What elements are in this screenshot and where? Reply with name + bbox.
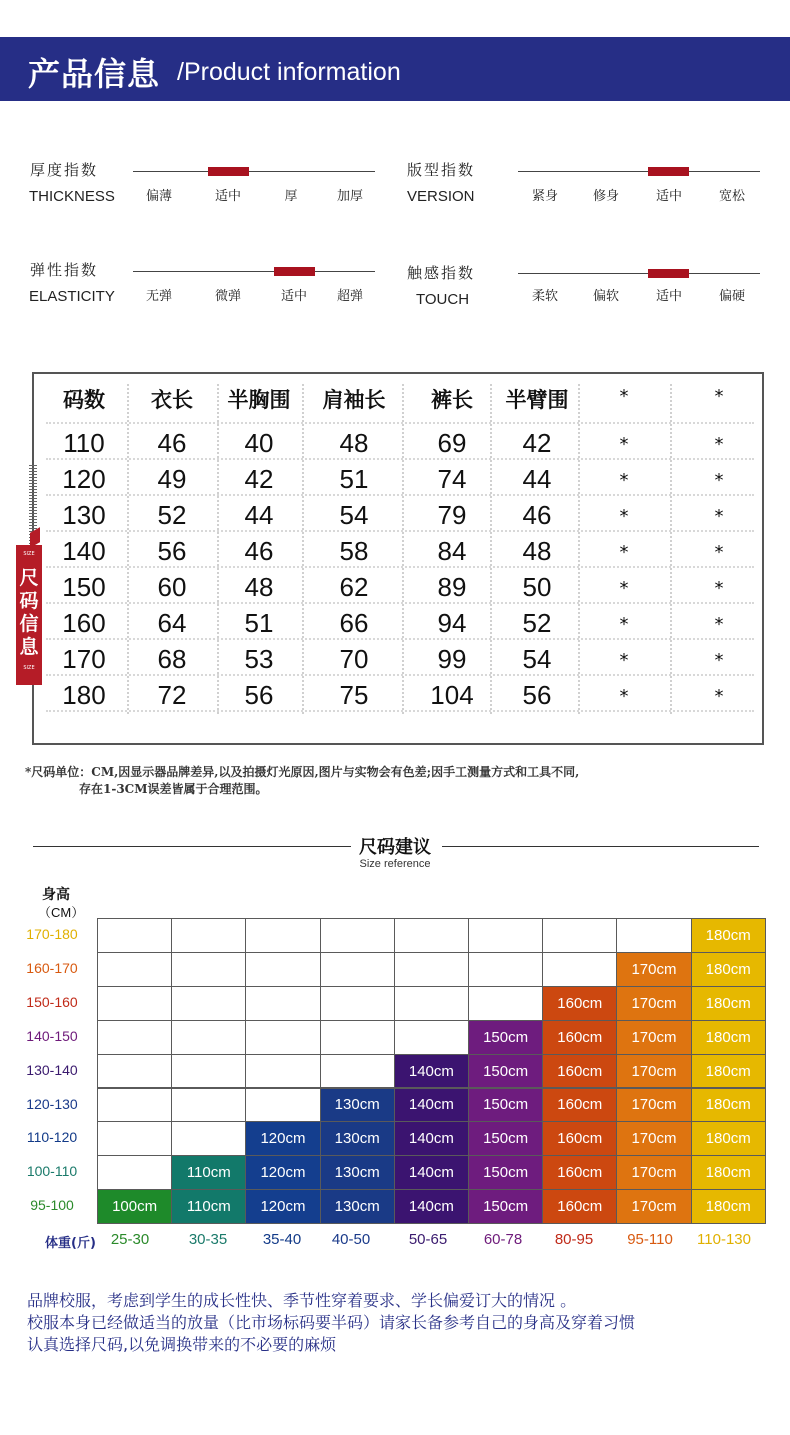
size-cell: 130cm [320, 1088, 395, 1123]
size-cell: 130cm [320, 1155, 395, 1190]
table-cell: * [619, 650, 629, 671]
metric-option: 无弹 [145, 289, 173, 304]
empty-cell [245, 1054, 320, 1089]
empty-cell [394, 1020, 469, 1055]
size-reference-title: 尺码建议 [359, 837, 431, 858]
weight-label: 50-65 [408, 1231, 448, 1248]
size-cell: 150cm [468, 1054, 543, 1089]
table-cell: 51 [244, 608, 274, 638]
metric-selected-marker [274, 267, 315, 276]
size-cell: 100cm [97, 1189, 172, 1224]
size-reference-subtitle: Size reference [359, 858, 431, 870]
weight-label: 110-130 [697, 1231, 751, 1248]
table-cell: 66 [339, 608, 369, 638]
empty-cell [468, 952, 543, 987]
table-cell: 68 [157, 644, 187, 674]
metric-label-en: ELASTICITY [29, 288, 115, 305]
metric-scale-line [133, 271, 375, 272]
column-separator [302, 384, 304, 714]
size-cell: 180cm [691, 1189, 766, 1224]
table-cell: 46 [522, 500, 552, 530]
empty-cell [97, 1020, 172, 1055]
table-cell: 64 [157, 608, 187, 638]
empty-cell [468, 986, 543, 1021]
table-cell: * [714, 506, 724, 527]
size-cell: 110cm [171, 1189, 246, 1224]
row-separator [46, 674, 754, 676]
metric-option: 偏软 [592, 289, 620, 304]
empty-cell [171, 1020, 246, 1055]
column-separator [127, 384, 129, 714]
empty-cell [394, 986, 469, 1021]
size-info-tab [16, 545, 42, 685]
size-cell: 170cm [616, 1054, 691, 1089]
header-title-en: /Product information [177, 58, 401, 86]
size-cell: 130cm [320, 1121, 395, 1156]
table-cell: 52 [157, 500, 187, 530]
metric-option: 偏薄 [145, 189, 173, 204]
size-cell: 180cm [691, 918, 766, 953]
note-line-1: *尺码单位：CM,因显示器品牌差异,以及拍摄灯光原因,图片与实物会有色差;因手工测量方式和工具不同, [25, 765, 580, 779]
row-separator [46, 422, 754, 424]
empty-cell [97, 986, 172, 1021]
size-cell: 180cm [691, 1088, 766, 1123]
table-cell: * [619, 542, 629, 563]
empty-cell [394, 952, 469, 987]
size-cell: 140cm [394, 1088, 469, 1123]
tab-label: 尺码信息 [19, 567, 39, 658]
table-cell: 40 [244, 428, 274, 458]
size-cell: 180cm [691, 1054, 766, 1089]
empty-cell [171, 1121, 246, 1156]
height-label: 110-120 [26, 1129, 78, 1146]
height-label: 140-150 [26, 1027, 78, 1044]
table-cell: * [714, 686, 724, 707]
metric-scale-line [518, 273, 760, 274]
row-separator [46, 602, 754, 604]
product-info-header [0, 37, 790, 101]
table-cell: * [714, 614, 724, 635]
size-cell: 160cm [542, 986, 617, 1021]
table-cell: 50 [522, 572, 552, 602]
table-cell: 130 [62, 500, 106, 530]
size-note [25, 764, 765, 798]
table-cell: 160 [62, 608, 106, 638]
empty-cell [320, 952, 395, 987]
empty-cell [97, 918, 172, 953]
column-separator [217, 384, 219, 714]
table-cell: 51 [339, 464, 369, 494]
size-table [32, 372, 764, 745]
empty-cell [245, 952, 320, 987]
table-cell: 56 [244, 680, 274, 710]
row-separator [46, 566, 754, 568]
table-cell: 54 [522, 644, 552, 674]
metric-scale-line [518, 171, 760, 172]
empty-cell [468, 918, 543, 953]
size-reference-grid [97, 918, 765, 1223]
table-cell: * [619, 470, 629, 491]
height-axis-title: 身高 [42, 887, 70, 903]
weight-label: 80-95 [554, 1231, 594, 1248]
size-cell: 180cm [691, 1121, 766, 1156]
table-cell: 180 [62, 680, 106, 710]
metric-scale-line [133, 171, 375, 172]
size-cell: 140cm [394, 1054, 469, 1089]
empty-cell [97, 1155, 172, 1190]
empty-cell [245, 1088, 320, 1123]
table-cell: 120 [62, 464, 106, 494]
metric-option: 适中 [280, 289, 308, 304]
table-cell: 44 [522, 464, 552, 494]
table-cell: 49 [157, 464, 187, 494]
empty-cell [97, 1088, 172, 1123]
table-cell: 52 [522, 608, 552, 638]
empty-cell [97, 1121, 172, 1156]
table-cell: 46 [157, 428, 187, 458]
table-cell: 56 [522, 680, 552, 710]
table-cell: 54 [339, 500, 369, 530]
size-cell: 150cm [468, 1189, 543, 1224]
table-cell: 140 [62, 536, 106, 566]
size-cell: 160cm [542, 1020, 617, 1055]
table-header: 裤长 [431, 388, 473, 412]
size-cell: 120cm [245, 1189, 320, 1224]
empty-cell [171, 986, 246, 1021]
table-header: 肩袖长 [322, 388, 386, 412]
height-axis-unit: （CM） [38, 905, 85, 920]
table-cell: 44 [244, 500, 274, 530]
row-separator [46, 458, 754, 460]
empty-cell [320, 1020, 395, 1055]
weight-label: 40-50 [331, 1231, 371, 1248]
metric-option: 修身 [592, 189, 620, 204]
metric-option: 宽松 [718, 189, 746, 204]
empty-cell [171, 952, 246, 987]
metric-option: 超弹 [336, 289, 364, 304]
empty-cell [616, 918, 691, 953]
size-cell: 160cm [542, 1189, 617, 1224]
empty-cell [245, 986, 320, 1021]
table-header: * [714, 386, 724, 407]
table-cell: 60 [157, 572, 187, 602]
size-cell: 120cm [245, 1121, 320, 1156]
metric-option: 微弹 [214, 289, 242, 304]
table-header: 半胸围 [227, 388, 291, 412]
column-separator [670, 384, 672, 714]
brand-note [27, 1290, 767, 1356]
weight-label: 35-40 [262, 1231, 302, 1248]
size-cell: 150cm [468, 1121, 543, 1156]
table-cell: * [619, 578, 629, 599]
brand-note-line: 校服本身已经做适当的放量（比市场标码要半码）请家长备参考自己的身高及穿着习惯 [27, 1313, 636, 1332]
size-cell: 140cm [394, 1121, 469, 1156]
weight-label: 95-110 [627, 1231, 673, 1248]
empty-cell [171, 1054, 246, 1089]
metric-selected-marker [648, 269, 689, 278]
size-cell: 170cm [616, 1020, 691, 1055]
table-cell: 84 [437, 536, 467, 566]
empty-cell [171, 918, 246, 953]
empty-cell [320, 986, 395, 1021]
size-cell: 180cm [691, 1155, 766, 1190]
size-cell: 180cm [691, 1020, 766, 1055]
empty-cell [394, 918, 469, 953]
height-label: 150-160 [26, 993, 78, 1010]
weight-axis-title: 体重(斤) [45, 1236, 96, 1251]
empty-cell [97, 1054, 172, 1089]
empty-cell [245, 918, 320, 953]
size-cell: 150cm [468, 1020, 543, 1055]
table-header: 码数 [63, 388, 105, 412]
size-cell: 170cm [616, 1189, 691, 1224]
size-cell: 150cm [468, 1088, 543, 1123]
table-cell: 79 [437, 500, 467, 530]
size-cell: 160cm [542, 1155, 617, 1190]
size-cell: 140cm [394, 1189, 469, 1224]
empty-cell [542, 918, 617, 953]
metric-option: 适中 [214, 189, 242, 204]
size-cell: 120cm [245, 1155, 320, 1190]
table-cell: 42 [244, 464, 274, 494]
table-cell: 70 [339, 644, 369, 674]
table-cell: * [619, 434, 629, 455]
empty-cell [320, 1054, 395, 1089]
table-cell: 62 [339, 572, 369, 602]
brand-note-line: 品牌校服，考虑到学生的成长性快、季节性穿着要求、学长偏爱订大的情况 。 [27, 1291, 577, 1310]
height-label: 120-130 [26, 1095, 78, 1112]
table-header: 半臂围 [505, 388, 569, 412]
table-cell: 69 [437, 428, 467, 458]
weight-label: 30-35 [188, 1231, 228, 1248]
table-cell: 53 [244, 644, 274, 674]
empty-cell [320, 918, 395, 953]
row-separator [46, 494, 754, 496]
table-cell: 89 [437, 572, 467, 602]
size-cell: 180cm [691, 952, 766, 987]
size-cell: 170cm [616, 1121, 691, 1156]
height-label: 160-170 [26, 959, 78, 976]
row-separator [46, 638, 754, 640]
table-cell: 104 [430, 680, 474, 710]
size-cell: 160cm [542, 1054, 617, 1089]
table-cell: 58 [339, 536, 369, 566]
size-cell: 150cm [468, 1155, 543, 1190]
column-separator [490, 384, 492, 714]
height-label: 130-140 [26, 1061, 78, 1078]
tab-small-text: SIZE [23, 665, 35, 671]
table-header: * [619, 386, 629, 407]
empty-cell [542, 952, 617, 987]
table-cell: 42 [522, 428, 552, 458]
note-line-2: 存在1-3CM误差皆属于合理范围。 [79, 782, 268, 796]
table-cell: 48 [339, 428, 369, 458]
table-cell: 94 [437, 608, 467, 638]
tab-small-text: SIZE [23, 551, 35, 557]
weight-label: 25-30 [110, 1231, 150, 1248]
table-cell: * [619, 506, 629, 527]
metric-label-zh: 厚度指数 [30, 161, 99, 179]
metric-label-zh: 弹性指数 [30, 261, 99, 279]
table-cell: * [714, 434, 724, 455]
table-cell: * [714, 542, 724, 563]
metric-label-en: VERSION [407, 188, 475, 205]
empty-cell [97, 952, 172, 987]
size-cell: 140cm [394, 1155, 469, 1190]
table-cell: * [714, 470, 724, 491]
size-cell: 170cm [616, 986, 691, 1021]
height-label: 170-180 [26, 926, 78, 942]
metric-option: 适中 [655, 289, 683, 304]
size-cell: 170cm [616, 1088, 691, 1123]
column-separator [578, 384, 580, 714]
metric-option: 偏硬 [718, 289, 746, 304]
row-separator [46, 530, 754, 532]
height-label: 95-100 [30, 1197, 74, 1214]
table-cell: 75 [339, 680, 369, 710]
table-cell: 46 [244, 536, 274, 566]
metric-label-en: THICKNESS [29, 188, 115, 205]
metric-selected-marker [208, 167, 249, 176]
empty-cell [245, 1020, 320, 1055]
table-cell: 56 [157, 536, 187, 566]
table-header: 衣长 [151, 388, 193, 412]
weight-label: 60-78 [483, 1231, 523, 1248]
table-cell: 170 [62, 644, 106, 674]
table-cell: 48 [244, 572, 274, 602]
table-cell: 110 [63, 428, 105, 458]
metric-option: 紧身 [531, 189, 559, 204]
metric-option: 适中 [655, 189, 683, 204]
table-cell: 99 [437, 644, 467, 674]
size-cell: 160cm [542, 1121, 617, 1156]
header-title-zh: 产品信息 [28, 55, 161, 93]
table-cell: 72 [157, 680, 187, 710]
metric-label-zh: 触感指数 [407, 264, 476, 282]
table-cell: * [714, 650, 724, 671]
size-cell: 180cm [691, 986, 766, 1021]
brand-note-line: 认真选择尺码,以免调换带来的不必要的麻烦 [27, 1335, 337, 1354]
metric-label-en: TOUCH [416, 291, 470, 308]
size-cell: 170cm [616, 1155, 691, 1190]
table-cell: * [714, 578, 724, 599]
metric-option: 厚 [284, 189, 298, 204]
row-separator [46, 710, 754, 712]
column-separator [402, 384, 404, 714]
size-cell: 110cm [171, 1155, 246, 1190]
metric-label-zh: 版型指数 [407, 161, 476, 179]
metric-option: 加厚 [336, 189, 364, 204]
metric-selected-marker [648, 167, 689, 176]
size-cell: 130cm [320, 1189, 395, 1224]
table-cell: * [619, 614, 629, 635]
table-cell: 74 [437, 464, 467, 494]
table-cell: * [619, 686, 629, 707]
table-cell: 150 [62, 572, 106, 602]
empty-cell [171, 1088, 246, 1123]
table-cell: 48 [522, 536, 552, 566]
size-cell: 160cm [542, 1088, 617, 1123]
size-cell: 170cm [616, 952, 691, 987]
height-label: 100-110 [26, 1163, 78, 1180]
metric-option: 柔软 [531, 289, 559, 304]
